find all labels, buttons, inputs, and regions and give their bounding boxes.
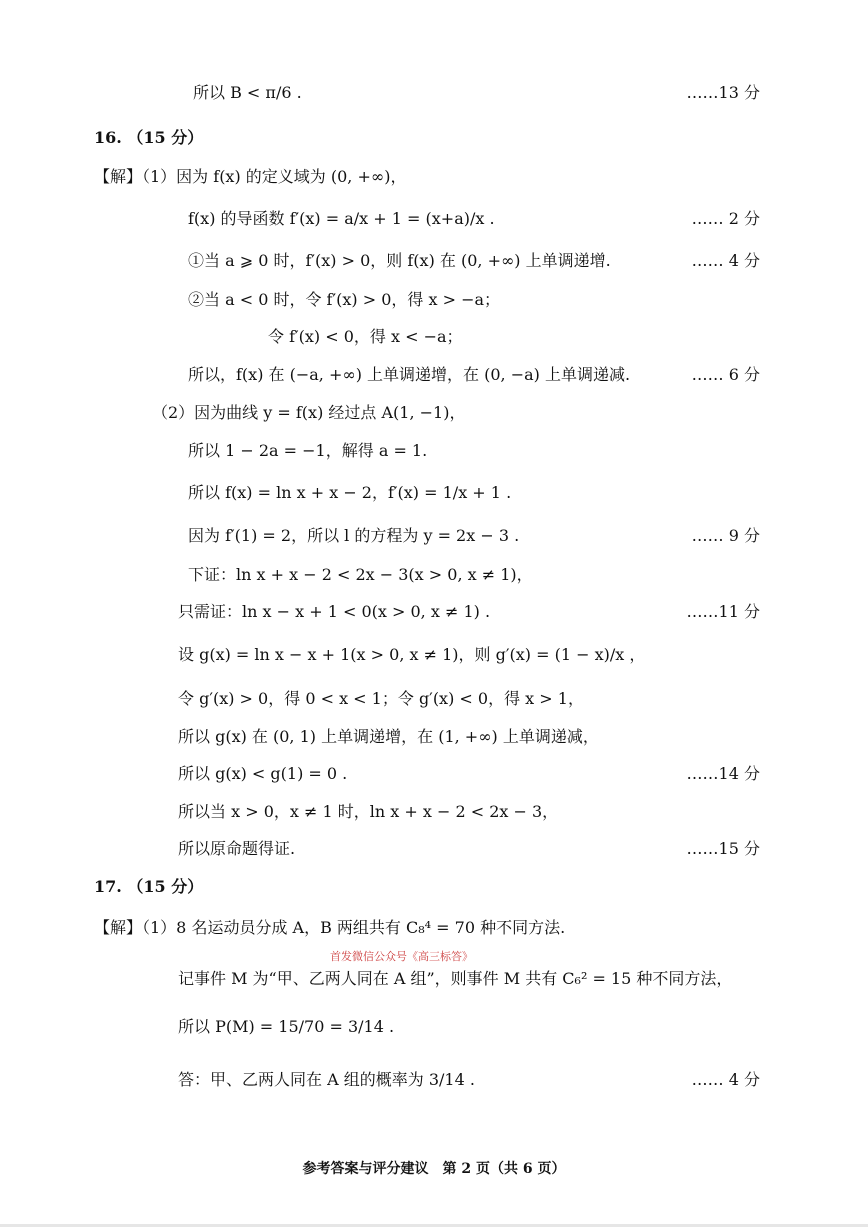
score-mark: ……14 分	[686, 764, 760, 783]
line-16-2b: 所以 1 − 2a = −1，解得 a = 1.	[188, 441, 428, 460]
heading-q17: 17. （15 分）	[94, 877, 204, 896]
line-16-2d: 因为 f′(1) = 2，所以 l 的方程为 y = 2x − 3 .	[188, 526, 520, 545]
watermark: 首发微信公众号《高三标答》	[330, 950, 473, 963]
line-16-2l: 所以原命题得证.	[178, 839, 296, 858]
line-16-2c: 所以 f(x) = ln x + x − 2，f′(x) = 1/x + 1 .	[188, 483, 512, 502]
line-17-1d: 答：甲、乙两人同在 A 组的概率为 3/14 .	[178, 1070, 475, 1089]
line-17-1b: 记事件 M 为“甲、乙两人同在 A 组”，则事件 M 共有 C₆² = 15 种不同方法，	[178, 969, 733, 988]
line-17-1c: 所以 P(M) = 15/70 = 3/14 .	[178, 1017, 395, 1036]
score-mark: ……13 分	[686, 83, 760, 102]
line-16-1c: ①当 a ⩾ 0 时，f′(x) > 0，则 f(x) 在 (0, +∞) 上单调递增.	[188, 251, 611, 270]
line-16-1d: ②当 a < 0 时，令 f′(x) > 0，得 x > −a；	[188, 290, 501, 309]
line-16-1f: 所以，f(x) 在 (−a, +∞) 上单调递增，在 (0, −a) 上单调递减.	[188, 365, 631, 384]
score-mark: …… 4 分	[691, 1070, 760, 1089]
line-16-2j: 所以 g(x) < g(1) = 0 .	[178, 764, 348, 783]
line-17-1a: 【解】（1）8 名运动员分成 A，B 两组共有 C₈⁴ = 70 种不同方法.	[94, 918, 566, 937]
line-16-2k: 所以当 x > 0，x ≠ 1 时，ln x + x − 2 < 2x − 3，	[178, 802, 559, 821]
page-footer: 参考答案与评分建议 第 2 页（共 6 页）	[302, 1161, 566, 1177]
line-q15-conclusion: 所以 B < π/6 .	[193, 83, 302, 102]
score-mark: …… 6 分	[691, 365, 760, 384]
score-mark: …… 2 分	[691, 209, 760, 228]
line-16-2h: 令 g′(x) > 0，得 0 < x < 1；令 g′(x) < 0，得 x > 1，	[178, 689, 584, 708]
heading-q16: 16. （15 分）	[94, 128, 204, 147]
line-16-2g: 设 g(x) = ln x − x + 1(x > 0, x ≠ 1)，则 g′(x) = (1 − x)/x ，	[178, 645, 646, 664]
line-16-1a: 【解】（1）因为 f(x) 的定义域为 (0, +∞)，	[94, 167, 407, 186]
score-mark: …… 9 分	[691, 526, 760, 545]
line-16-2e: 下证：ln x + x − 2 < 2x − 3(x > 0, x ≠ 1)，	[188, 565, 533, 584]
score-mark: ……11 分	[686, 602, 760, 621]
line-16-2f: 只需证：ln x − x + 1 < 0(x > 0, x ≠ 1) .	[178, 602, 491, 621]
line-16-1e: 令 f′(x) < 0，得 x < −a；	[268, 327, 463, 346]
line-16-2i: 所以 g(x) 在 (0, 1) 上单调递增，在 (1, +∞) 上单调递减，	[178, 727, 599, 746]
score-mark: ……15 分	[686, 839, 760, 858]
line-16-2a: （2）因为曲线 y = f(x) 经过点 A(1, −1)，	[152, 403, 466, 422]
line-16-1b: f(x) 的导函数 f′(x) = a/x + 1 = (x+a)/x .	[188, 209, 495, 228]
score-mark: …… 4 分	[691, 251, 760, 270]
